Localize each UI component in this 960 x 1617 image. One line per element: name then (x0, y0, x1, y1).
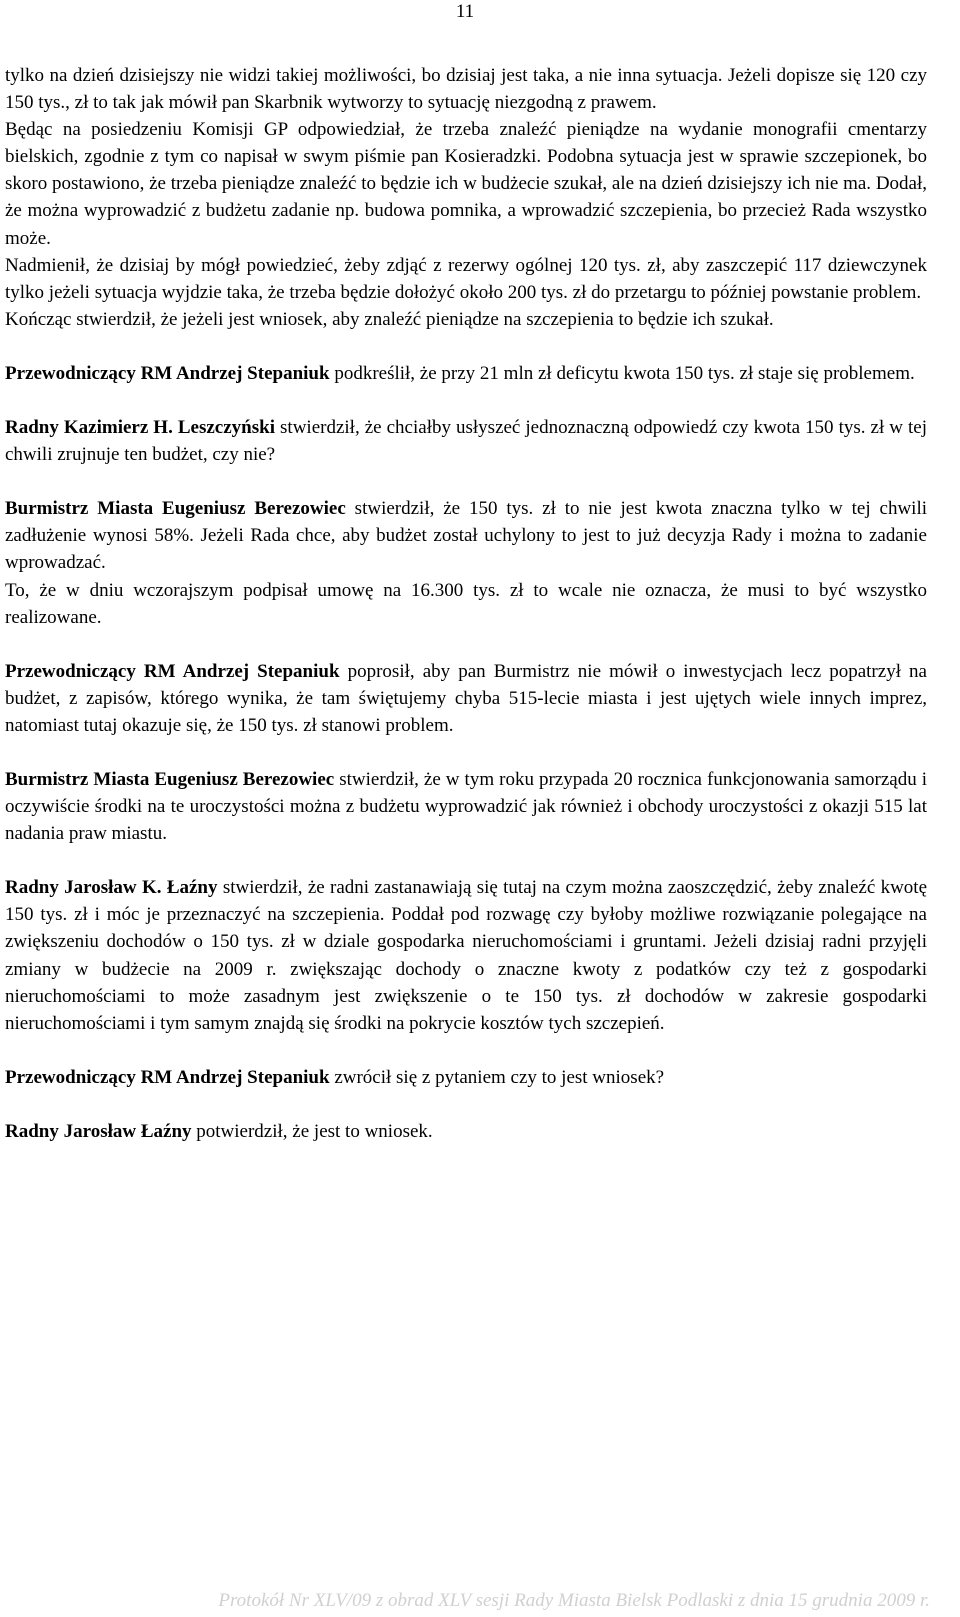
statement-block (5, 1118, 927, 1145)
paragraph: Będąc na posiedzeniu Komisji GP odpowiedział, że trzeba znaleźć pieniądze na wydanie monografii cmentarzy bielskich, zgodnie z tym co napisał w swym piśmie pan Kosieradzki. Podobna sytuacja jest w sprawie szczepionek, bo skoro postawiono, że trzeba pieniądze znaleźć to będzie ich w budżecie szukał, ale na dzień dzisiejszy ich nie ma. Dodał, że można wyprowadzić z budżetu zadanie np. budowa pomnika, a wprowadzić szczepienia, bo przecież Rada wszystko może. (5, 119, 927, 249)
speaker-name: Radny Kazimierz H. Leszczyński (5, 417, 275, 439)
paragraph (5, 360, 927, 387)
paragraph (5, 414, 927, 468)
statement-text: podkreślił, że przy 21 mln zł deficytu kwota 150 tys. zł staje się problemem. (334, 362, 915, 384)
statement-text: stwierdził, że w tym roku przypada 20 rocznica funkcjonowania samorządu i oczywiście środki na te uroczystości można z budżetu wyprowadzić jak również i obchody uroczystości z okazji 515 lat nadania praw miastu. (5, 768, 928, 845)
statement-text: zwrócił się z pytaniem czy to jest wniosek? (334, 1066, 665, 1088)
statement-block (5, 874, 927, 1037)
paragraph (5, 658, 927, 739)
statement-text: potwierdził, że jest to wniosek. (196, 1120, 433, 1142)
paragraph (5, 1064, 927, 1091)
speaker-name: Przewodniczący RM Andrzej Stepaniuk (5, 1066, 330, 1088)
statement-block (5, 658, 927, 739)
paragraph (5, 874, 927, 1037)
speaker-name: Przewodniczący RM Andrzej Stepaniuk (5, 660, 340, 682)
paragraph: tylko na dzień dzisiejszy nie widzi takiej możliwości, bo dzisiaj jest taka, a nie inna sytuacja. Jeżeli dopisze się 120 czy 150 tys., zł to tak jak mówił pan Skarbnik wytworzy to sytuację niezgodną z prawem. (5, 65, 927, 114)
page-footer: Protokół Nr XLV/09 z obrad XLV sesji Rady Miasta Bielsk Podlaski z dnia 15 grudnia 2009 r. (218, 1590, 930, 1611)
page-number: 11 (455, 1, 475, 22)
speaker-name: Burmistrz Miasta Eugeniusz Berezowiec (5, 768, 335, 790)
statement-text: stwierdził, że radni zastanawiają się tutaj na czym można zaoszczędzić, żeby znaleźć kwotę 150 tys. zł i móc je przeznaczyć na szczepienia. Poddał pod rozwagę czy byłoby możliwe rozwiązanie polegające na zwiększeniu dochodów o 150 tys. zł w dziale gospodarka nieruchomościami i gruntami. Jeżeli dzisiaj radni przyjęli zmiany w budżecie na 2009 r. zwiększając dochody o znaczne kwoty z podatków czy też z gospodarki nieruchomościami to może zasadnym jest zwiększenie o te 150 tys. zł dochodów w zakresie gospodarki nieruchomościami i tym samym znajdą się środki na pokrycie kosztów tych szczepień. (5, 877, 928, 1034)
intro-section (5, 62, 927, 333)
statement-text: stwierdził, że 150 tys. zł to nie jest kwota znaczna tylko w tej chwili zadłużenie wynosi 58%. Jeżeli Rada chce, aby budżet został uchylony to jest to już decyzja Rady i można to zadanie wprowadzać. (5, 498, 928, 574)
speaker-name: Radny Jarosław K. Łaźny (5, 877, 218, 899)
paragraph (5, 1118, 927, 1145)
paragraph: To, że w dniu wczorajszym podpisał umowę na 16.300 tys. zł to wcale nie oznacza, że musi to być wszystko realizowane. (5, 579, 927, 628)
statement-block (5, 414, 927, 468)
statement-block (5, 766, 927, 847)
speaker-name: Radny Jarosław Łaźny (5, 1120, 192, 1142)
statement-text: poprosił, aby pan Burmistrz nie mówił o inwestycjach lecz popatrzył na budżet, z zapisów, którego wynika, że tam świętujemy chyba 515-lecie miasta i jest ujętych wiele innych imprez, natomiast tutaj okazuje się, że 150 tys. zł stanowi problem. (5, 660, 927, 736)
statement-block (5, 360, 927, 387)
speaker-name: Przewodniczący RM Andrzej Stepaniuk (5, 362, 330, 384)
paragraph: Nadmienił, że dzisiaj by mógł powiedzieć, żeby zdjąć z rezerwy ogólnej 120 tys. zł, aby zaszczepić 117 dziewczynek tylko jeżeli sytuacja wyjdzie taka, że trzeba będzie dołożyć około 200 tys. zł do przetargu to później powstanie problem. (5, 254, 927, 303)
paragraph: Kończąc stwierdził, że jeżeli jest wniosek, aby znaleźć pieniądze na szczepienia to będzie ich szukał. (5, 308, 774, 330)
document-body (5, 62, 927, 1172)
statement-block (5, 495, 927, 630)
paragraph (5, 766, 927, 847)
speaker-name: Burmistrz Miasta Eugeniusz Berezowiec (5, 498, 346, 520)
statement-text: stwierdził, że chciałby usłyszeć jednoznaczną odpowiedź czy kwota 150 tys. zł w tej chwili zrujnuje ten budżet, czy nie? (5, 417, 928, 466)
paragraph (5, 495, 927, 576)
statement-block (5, 1064, 927, 1091)
